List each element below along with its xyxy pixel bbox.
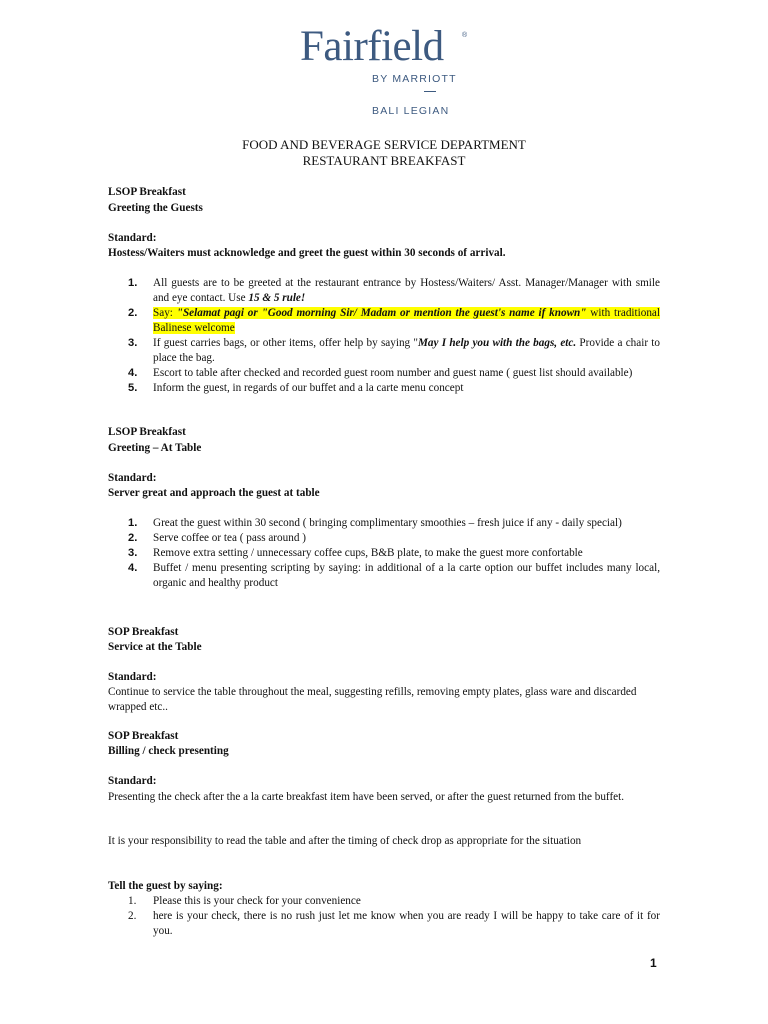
list-item [108, 561, 660, 591]
section4-standard-label: Standard: [108, 775, 157, 787]
section4-subheading: Billing / check presenting [108, 745, 229, 757]
document-title-line2: RESTAURANT BREAKFAST [302, 153, 466, 168]
section4-standard-text: Presenting the check after the a la carte breakfast item have been served, or after the guest returned from the buffet. [108, 791, 625, 803]
tell-guest-label: Tell the guest by saying: [108, 880, 223, 892]
list-text: Provide a chair to place the bag. [153, 337, 660, 364]
logo-brand: Fairfield [300, 23, 444, 70]
document-title-line1: FOOD AND BEVERAGE SERVICE DEPARTMENT [242, 137, 526, 152]
section3-heading: SOP Breakfast [108, 626, 179, 638]
list-number: 3. [128, 547, 138, 559]
list-item [108, 909, 660, 939]
section2-standard-text: Server great and approach the guest at table [108, 487, 320, 499]
list-number: 1. [128, 895, 137, 907]
section3-standard-label: Standard: [108, 671, 157, 683]
list-text: Escort to table after checked and recorded guest room number and guest name ( guest list should available) [153, 367, 633, 379]
section2-subheading: Greeting – At Table [108, 442, 202, 454]
section4-heading: SOP Breakfast [108, 730, 179, 742]
list-item [108, 306, 660, 336]
logo-divider [424, 91, 436, 92]
section3-subheading: Service at the Table [108, 641, 202, 653]
list-number: 4. [128, 367, 138, 379]
list-number: 2. [128, 307, 138, 319]
list-number: 4. [128, 562, 138, 574]
list-number: 2. [128, 910, 137, 922]
list-number: 1. [128, 277, 138, 289]
list-item [108, 546, 660, 561]
list-number: 5. [128, 382, 138, 394]
list-text: here is your check, there is no rush just let me know when you are ready I will be happy to take care of it for you. [153, 910, 660, 937]
list-text: Say: [153, 307, 177, 319]
list-emphasis: "Selamat pagi or "Good morning Sir/ Madam or mention the guest's name if known" [176, 307, 587, 319]
list-item [108, 381, 660, 396]
section1-standard-label: Standard: [108, 232, 157, 244]
list-text: Remove extra setting / unnecessary coffee cups, B&B plate, to make the guest more confortable [153, 547, 583, 559]
list-number: 2. [128, 532, 138, 544]
list-text: Serve coffee or tea ( pass around ) [153, 532, 306, 544]
section2-heading: LSOP Breakfast [108, 426, 186, 438]
list-text: Please this is your check for your convenience [153, 895, 361, 907]
logo-subtitle: BY MARRIOTT [372, 73, 457, 85]
section1-heading: LSOP Breakfast [108, 186, 186, 198]
list-text: Buffet / menu presenting scripting by saying: in additional of a la carte option our buffet includes many local, organic and healthy product [153, 562, 660, 589]
list-item [108, 531, 660, 546]
section2-standard-label: Standard: [108, 472, 157, 484]
list-text: Inform the guest, in regards of our buffet and a la carte menu concept [153, 382, 464, 394]
list-number: 1. [128, 517, 138, 529]
list-item [108, 276, 660, 306]
list-item [108, 516, 660, 531]
list-text: Great the guest within 30 second ( bringing complimentary smoothies – fresh juice if any - daily special) [153, 517, 622, 529]
list-item [108, 336, 660, 366]
list-number: 3. [128, 337, 138, 349]
list-text: with traditional Balinese welcome [153, 307, 660, 334]
section4-responsibility-text: It is your responsibility to read the table and after the timing of check drop as appropriate for the situation [108, 835, 582, 847]
tell-guest-list [108, 894, 660, 939]
list-emphasis: 15 & 5 rule! [248, 292, 306, 304]
list-item [108, 894, 660, 909]
list-item [108, 366, 660, 381]
section3-standard-text: Continue to service the table throughout the meal, suggesting refills, removing empty plates, glass ware and discarded wrapped etc.. [108, 686, 637, 713]
page-number: 1 [650, 956, 657, 970]
logo-registered-mark: ® [462, 32, 468, 39]
logo-location: BALI LEGIAN [372, 105, 450, 117]
list-text: All guests are to be greeted at the restaurant entrance by Hostess/Waiters/ Asst. Manager/Manager with smile and eye contact. Use [153, 277, 660, 304]
section2-steps-list [108, 516, 660, 591]
list-emphasis: May I help you with the bags, etc. [417, 337, 577, 349]
list-text: If guest carries bags, or other items, offer help by saying " [153, 337, 418, 349]
section1-subheading: Greeting the Guests [108, 202, 203, 214]
section1-standard-text: Hostess/Waiters must acknowledge and greet the guest within 30 seconds of arrival. [108, 247, 506, 259]
section1-steps-list [108, 276, 660, 396]
